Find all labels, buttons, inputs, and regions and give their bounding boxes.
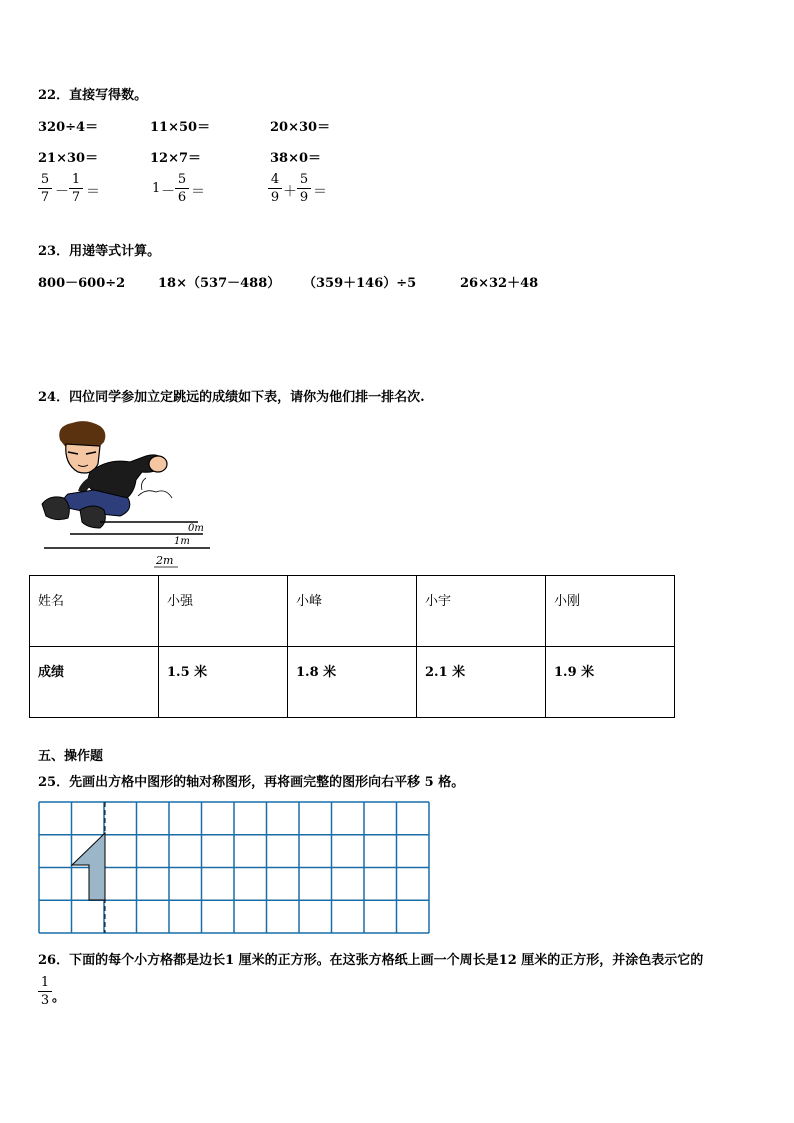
calc-item: 20×30＝ — [270, 120, 331, 135]
equals-sign: ＝ — [86, 184, 100, 200]
score-table — [29, 575, 675, 718]
q23-title: 23．用递等式计算。 — [38, 244, 161, 259]
q24-title: 24．四位同学参加立定跳远的成绩如下表，请你为他们排一排名次. — [38, 390, 425, 405]
operator: － — [55, 184, 69, 200]
operator: － — [161, 184, 175, 200]
calc-item: 38×0＝ — [270, 151, 322, 166]
table-cell: 1.9 米 — [546, 647, 675, 718]
given-shape — [72, 833, 105, 900]
calc-item: 18×（537－488） — [158, 276, 281, 291]
operator: ＋ — [283, 184, 297, 200]
table-row — [30, 576, 675, 647]
table-cell: 小强 — [159, 576, 288, 647]
q25-title: 25．先画出方格中图形的轴对称图形，再将画完整的图形向右平移 5 格。 — [38, 775, 465, 790]
distance-label: 0m — [188, 523, 204, 534]
distance-label: 1m — [174, 536, 190, 547]
table-cell: 小峰 — [288, 576, 417, 647]
fraction: 4 9 — [268, 172, 282, 205]
table-cell: 小宇 — [417, 576, 546, 647]
fraction: 1 7 — [69, 172, 83, 205]
section-title: 五、操作题 — [38, 749, 104, 764]
period: 。 — [52, 990, 66, 1005]
fraction: 5 6 — [175, 172, 189, 205]
q26-title: 26．下面的每个小方格都是边长1 厘米的正方形。在这张方格纸上画一个周长是12 厘米的正方形，并涂色表示它的 — [38, 953, 704, 968]
table-cell: 小刚 — [546, 576, 675, 647]
fraction: 1 3 — [38, 975, 52, 1008]
fraction: 5 7 — [38, 172, 52, 205]
equals-sign: ＝ — [313, 184, 327, 200]
equals-sign: ＝ — [191, 184, 205, 200]
distance-label: 2m — [156, 554, 174, 567]
table-row — [30, 647, 675, 718]
calc-item: 26×32＋48 — [460, 276, 539, 291]
square-grid — [38, 801, 432, 935]
long-jump-illustration — [38, 418, 218, 570]
table-cell: 姓名 — [30, 576, 159, 647]
table-cell: 1.8 米 — [288, 647, 417, 718]
table-cell: 2.1 米 — [417, 647, 546, 718]
calc-item: 12×7＝ — [150, 151, 202, 166]
fraction: 5 9 — [297, 172, 311, 205]
whole-number: 1 — [152, 181, 161, 196]
calc-item: 21×30＝ — [38, 151, 99, 166]
calc-item: 11×50＝ — [150, 120, 211, 135]
q22-title: 22．直接写得数。 — [38, 88, 148, 103]
calc-item: 800－600÷2 — [38, 276, 126, 291]
table-cell: 成绩 — [30, 647, 159, 718]
calc-item: （359＋146）÷5 — [303, 276, 417, 291]
table-cell: 1.5 米 — [159, 647, 288, 718]
calc-item: 320÷4＝ — [38, 120, 99, 135]
